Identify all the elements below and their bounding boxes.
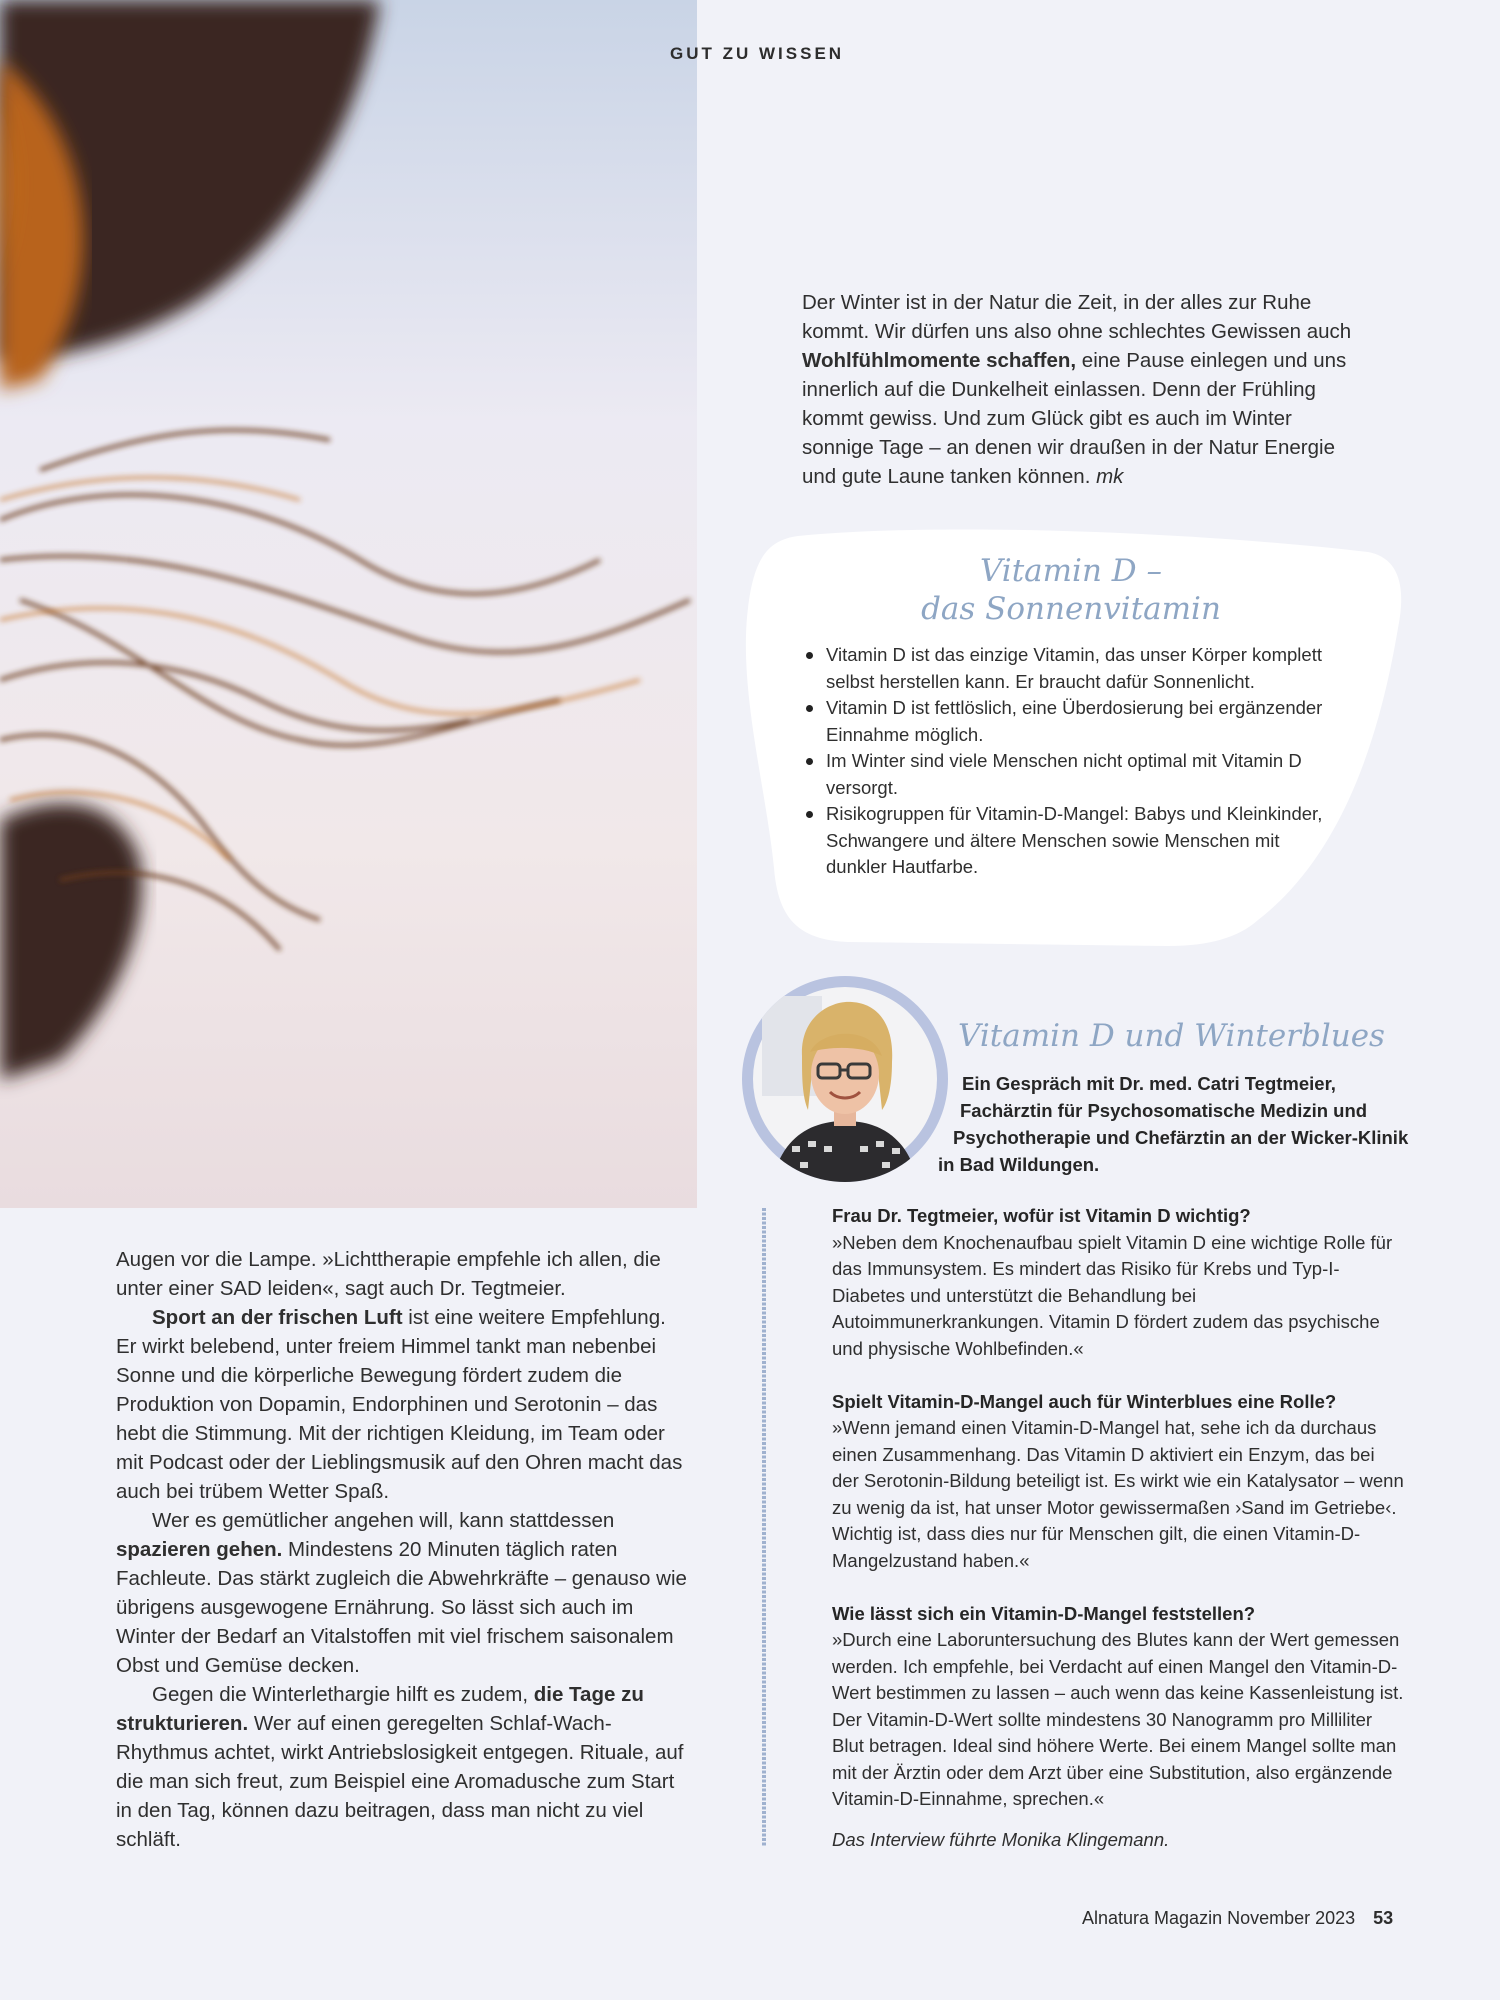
winterblues-intro-line: Ein Gespräch mit Dr. med. Catri Tegtmeier, bbox=[962, 1073, 1336, 1094]
vitamin-fact-item: Vitamin D ist fettlöslich, eine Überdosierung bei ergänzender Einnahme möglich. bbox=[804, 695, 1344, 748]
left-paragraph-bold: spazieren gehen. bbox=[116, 1538, 283, 1561]
vitamin-box-title-line2: das Sonnenvitamin bbox=[921, 591, 1221, 627]
hero-photo bbox=[0, 0, 697, 1208]
left-paragraph-bold: die Tage zu strukturieren. bbox=[116, 1683, 644, 1735]
vitamin-d-box bbox=[738, 528, 1404, 948]
winterblues-intro bbox=[0, 1070, 1420, 1178]
intro-text-part1: Der Winter ist in der Natur die Zeit, in der alles zur Ruhe kommt. Wir dürfen uns also ohne schlechtes Gewissen auch bbox=[802, 291, 1352, 343]
interview-qa bbox=[832, 1601, 1404, 1813]
interview-column bbox=[832, 1203, 1404, 1853]
left-paragraph-text: ist eine weitere Empfehlung. Er wirkt belebend, unter freiem Himmel tankt man nebenbei Sonne und die körperliche Bewegung fördert zudem die Produktion von Dopamin, Endorphinen und Serotonin – das hebt die Stimmung. Mit der richtigen Kleidung, im Team oder mit Podcast oder der Lieblingsmusik auf den Ohren macht das auch bei trübem Wetter Spaß. bbox=[116, 1306, 683, 1503]
winterblues-intro-line: Fachärztin für Psychosomatische Medizin und bbox=[960, 1100, 1368, 1121]
left-paragraph-text: Wer es gemütlicher angehen will, kann stattdessen bbox=[152, 1509, 615, 1532]
magazine-issue: Alnatura Magazin November 2023 bbox=[1082, 1908, 1356, 1928]
interview-answer: »Durch eine Laboruntersuchung des Blutes kann der Wert gemessen werden. Ich empfehle, bei Verdacht auf einen Mangel den Vitamin-D-Wert bestimmen zu lassen – auch wenn das keine Kassenleistung ist. Der Vitamin-D-Wert sollte mindestens 30 Nanogramm pro Milliliter Blut betragen. Ideal sind höhere Werte. Bei einem Mangel sollte man mit der Ärztin oder dem Arzt über eine Substitution, also ergänzende Vitamin-D-Einnahme, sprechen.« bbox=[832, 1629, 1404, 1809]
left-paragraph bbox=[116, 1680, 688, 1854]
page-number: 53 bbox=[1373, 1908, 1394, 1928]
intro-signature: mk bbox=[1096, 465, 1124, 488]
vitamin-fact-item: Vitamin D ist das einzige Vitamin, das unser Körper komplett selbst herstellen kann. Er braucht dafür Sonnenlicht. bbox=[804, 642, 1344, 695]
winterblues-intro-line: in Bad Wildungen. bbox=[938, 1154, 1100, 1175]
left-paragraph-text: Gegen die Winterlethargie hilft es zudem, bbox=[152, 1683, 534, 1706]
winterblues-title: Vitamin D und Winterblues bbox=[958, 1018, 1385, 1054]
left-paragraph: Augen vor die Lampe. »Lichttherapie empfehle ich allen, die unter einer SAD leiden«, sagt auch Dr. Tegtmeier. bbox=[116, 1248, 661, 1300]
left-paragraph bbox=[116, 1303, 688, 1506]
vitamin-box-title-line1: Vitamin D – bbox=[979, 553, 1163, 589]
intro-text-bold: Wohlfühlmomente schaffen, bbox=[802, 349, 1077, 372]
left-column-text bbox=[116, 1245, 688, 1854]
vitamin-fact-item: Risikogruppen für Vitamin-D-Mangel: Babys und Kleinkinder, Schwangere und ältere Menschen sowie Menschen mit dunkler Hautfarbe. bbox=[804, 801, 1344, 881]
vitamin-fact-item: Im Winter sind viele Menschen nicht optimal mit Vitamin D versorgt. bbox=[804, 748, 1344, 801]
hair-photo-illustration bbox=[0, 0, 697, 1208]
interview-question: Wie lässt sich ein Vitamin-D-Mangel feststellen? bbox=[832, 1602, 1256, 1624]
interview-question: Spielt Vitamin-D-Mangel auch für Winterblues eine Rolle? bbox=[832, 1390, 1337, 1412]
interview-credit: Das Interview führte Monika Klingemann. bbox=[832, 1828, 1170, 1850]
section-label: GUT ZU WISSEN bbox=[670, 44, 845, 63]
intro-paragraph bbox=[802, 288, 1362, 491]
column-divider bbox=[762, 1208, 766, 1846]
left-paragraph-text: Mindestens 20 Minuten täglich raten Fachleute. Das stärkt zugleich die Abwehrkräfte – genauso wie übrigens ausgewogene Ernährung. So lässt sich auch im Winter der Bedarf an Vitalstoffen mit viel frischem saisonalem Obst und Gemüse decken. bbox=[116, 1538, 687, 1677]
page-footer bbox=[1082, 1908, 1416, 1929]
interview-qa bbox=[832, 1389, 1404, 1575]
winterblues-intro-line: Psychotherapie und Chefärztin an der Wicker-Klinik bbox=[953, 1127, 1409, 1148]
interview-qa bbox=[832, 1203, 1404, 1362]
interview-answer: »Wenn jemand einen Vitamin-D-Mangel hat, sehe ich da durchaus einen Zusammenhang. Das Vitamin D aktiviert ein Enzym, das bei der Serotonin-Bildung beteiligt ist. Es wirkt wie ein Katalysator – wenn zu wenig da ist, hat unser Motor gewissermaßen ›Sand im Getriebe‹. Wichtig ist, dass dies nur für Menschen gilt, die einen Vitamin-D-Mangelzustand haben.« bbox=[832, 1417, 1404, 1571]
interview-answer: »Neben dem Knochenaufbau spielt Vitamin D eine wichtige Rolle für das Immunsystem. Es mindert das Risiko für Krebs und Typ-I-Diabetes und unterstützt die Behandlung bei Autoimmunerkrankungen. Vitamin D fördert zudem das psychische und physische Wohlbefinden.« bbox=[832, 1231, 1393, 1359]
interview-question: Frau Dr. Tegtmeier, wofür ist Vitamin D wichtig? bbox=[832, 1205, 1251, 1226]
left-paragraph-text: Wer auf einen geregelten Schlaf-Wach-Rhythmus achtet, wirkt Antriebslosigkeit entgegen. Rituale, auf die man sich freut, zum Beispiel eine Aromadusche zum Start in den Tag, können dazu beitragen, dass man nicht zu viel schläft. bbox=[116, 1712, 684, 1851]
intro-text-part2: eine Pause einlegen und uns innerlich auf die Dunkelheit einlassen. Denn der Frühling kommt gewiss. Und zum Glück gibt es auch im Winter sonnige Tage – an denen wir draußen in der Natur Energie und gute Laune tanken können. bbox=[802, 349, 1347, 488]
left-paragraph bbox=[116, 1506, 688, 1680]
vitamin-facts-list bbox=[804, 642, 1344, 881]
left-paragraph-bold: Sport an der frischen Luft bbox=[152, 1306, 403, 1329]
